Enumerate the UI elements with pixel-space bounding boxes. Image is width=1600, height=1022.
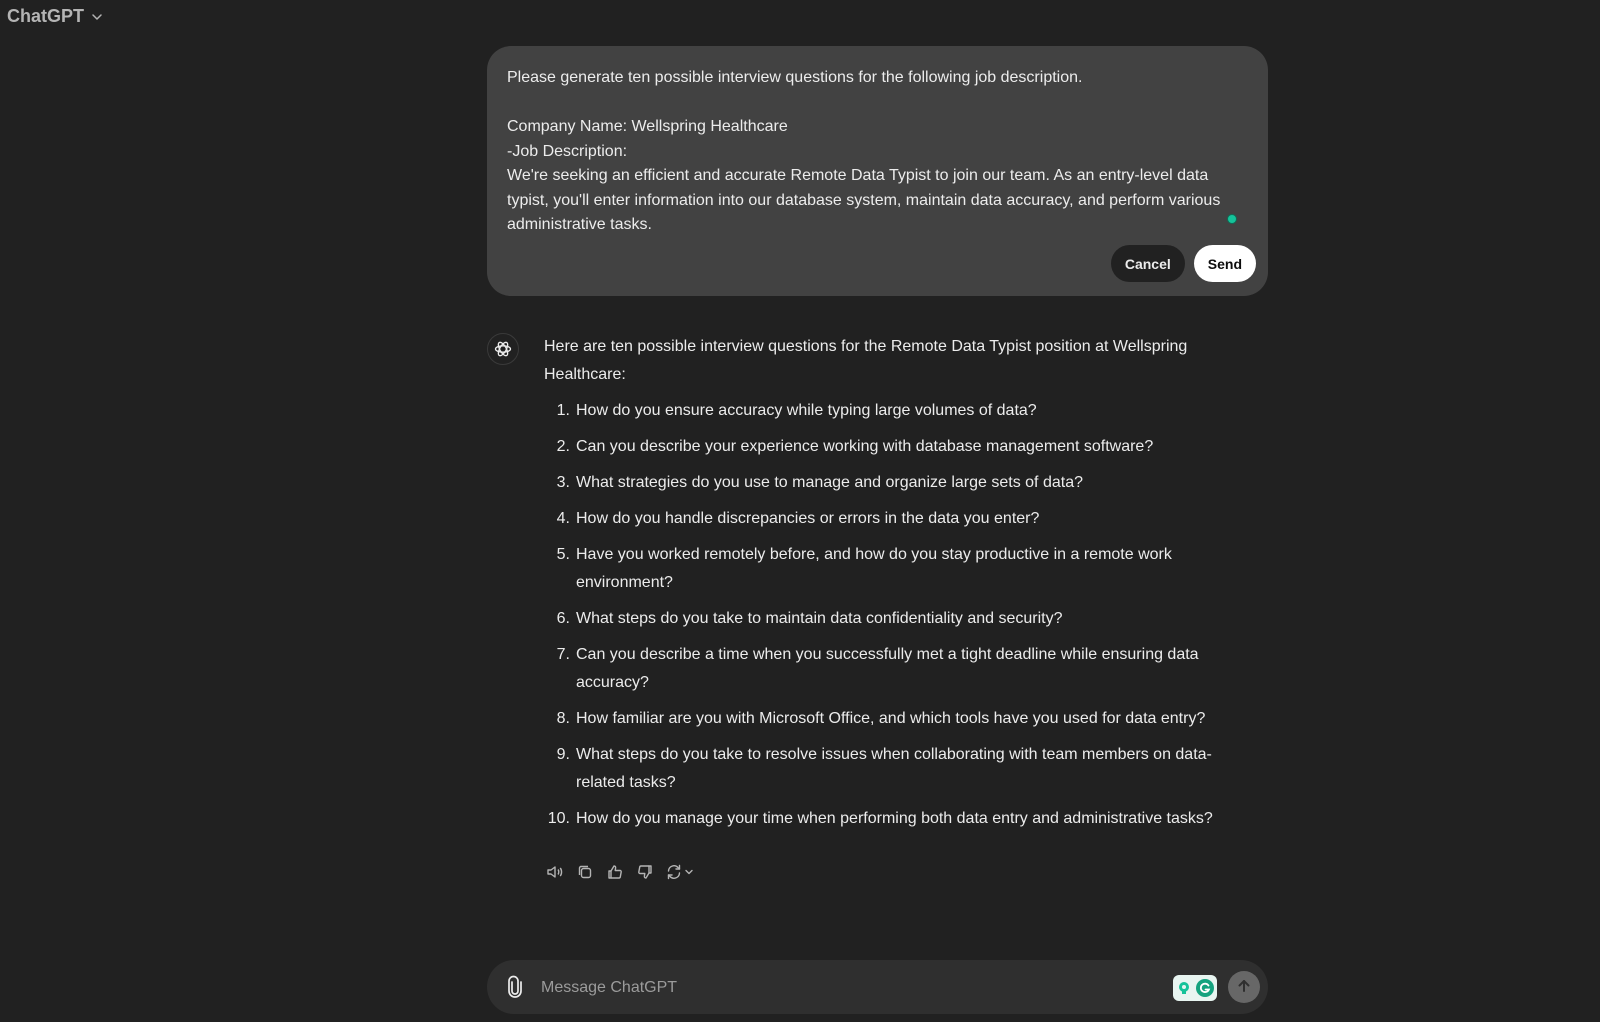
list-item xyxy=(544,605,1244,633)
cancel-button[interactable]: Cancel xyxy=(1111,245,1185,282)
list-item xyxy=(544,741,1244,797)
list-item-text: Can you describe a time when you successfully met a tight deadline while ensuring data accuracy? xyxy=(576,646,1199,691)
list-item-text: How do you handle discrepancies or errors in the data you enter? xyxy=(576,510,1040,527)
send-message-button[interactable] xyxy=(1228,971,1260,1003)
list-item-text: What strategies do you use to manage and organize large sets of data? xyxy=(576,474,1083,491)
copy-icon[interactable] xyxy=(574,861,596,883)
chevron-down-icon xyxy=(90,10,104,24)
list-item xyxy=(544,505,1244,533)
model-name: ChatGPT xyxy=(7,6,85,26)
thumbs-down-icon[interactable] xyxy=(634,861,656,883)
edit-actions xyxy=(1111,245,1256,282)
message-composer xyxy=(487,960,1268,1014)
list-number: 8. xyxy=(556,710,570,727)
list-item xyxy=(544,397,1244,425)
edit-message-box xyxy=(487,46,1268,296)
message-actions xyxy=(544,861,698,883)
list-number: 7. xyxy=(556,646,570,663)
list-item-text: Have you worked remotely before, and how do you stay productive in a remote work environment? xyxy=(576,546,1172,591)
list-item-text: How familiar are you with Microsoft Office, and which tools have you used for data entry? xyxy=(576,710,1206,727)
list-number: 3. xyxy=(556,474,570,491)
paperclip-icon[interactable] xyxy=(503,975,527,999)
assistant-message-content xyxy=(544,333,1244,841)
message-input[interactable] xyxy=(539,972,1143,1004)
list-item-text: What steps do you take to resolve issues when collaborating with team members on data-related tasks? xyxy=(576,746,1212,791)
list-number: 10. xyxy=(547,810,570,827)
assistant-intro: Here are ten possible interview questions for the Remote Data Typist position at Wellspring Healthcare: xyxy=(544,338,1188,383)
list-number: 9. xyxy=(556,746,570,763)
list-item xyxy=(544,541,1244,597)
list-item xyxy=(544,805,1244,833)
list-item-text: Can you describe your experience working with database management software? xyxy=(576,438,1154,455)
list-item xyxy=(544,705,1244,733)
read-aloud-icon[interactable] xyxy=(544,861,566,883)
list-item-text: What steps do you take to maintain data confidentiality and security? xyxy=(576,610,1063,627)
list-number: 5. xyxy=(556,546,570,563)
send-button[interactable]: Send xyxy=(1194,245,1256,282)
list-item-text: How do you manage your time when performing both data entry and administrative tasks? xyxy=(576,810,1213,827)
regenerate-icon[interactable] xyxy=(664,861,698,883)
grammarly-status-icon[interactable] xyxy=(1227,214,1237,224)
openai-logo-icon xyxy=(487,333,519,365)
list-item xyxy=(544,641,1244,697)
edit-message-textarea[interactable]: Please generate ten possible interview questions for the following job description. Company Name: Wellspring Healthcare -Job Description: We're seeking an efficient and accurate Remote Data Typist to join our team. As an entry-level data typist, you'll enter information into our database system, maintain data accuracy, and perform various administrative tasks. xyxy=(507,69,1221,233)
list-number: 2. xyxy=(556,438,570,455)
list-number: 1. xyxy=(556,402,570,419)
grammarly-extension-icon[interactable] xyxy=(1173,975,1217,1001)
list-number: 4. xyxy=(556,510,570,527)
thumbs-up-icon[interactable] xyxy=(604,861,626,883)
list-item xyxy=(544,469,1244,497)
list-number: 6. xyxy=(556,610,570,627)
list-item xyxy=(544,433,1244,461)
question-list xyxy=(544,397,1244,833)
model-switcher[interactable] xyxy=(7,6,104,27)
list-item-text: How do you ensure accuracy while typing large volumes of data? xyxy=(576,402,1037,419)
arrow-up-icon xyxy=(1235,977,1253,998)
